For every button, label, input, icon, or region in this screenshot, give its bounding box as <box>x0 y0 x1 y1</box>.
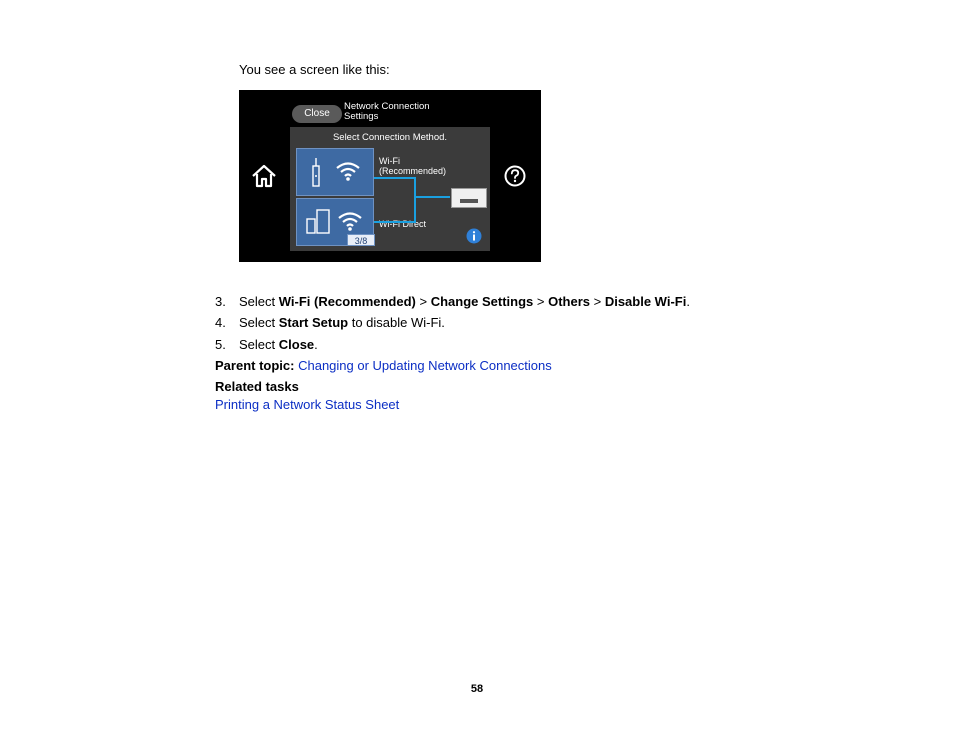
panel-heading: Select Connection Method. <box>332 132 448 143</box>
parent-topic-label: Parent topic: <box>215 358 295 373</box>
step-number: 4. <box>215 315 226 330</box>
help-icon <box>504 165 526 187</box>
related-task-link[interactable]: Printing a Network Status Sheet <box>215 397 400 412</box>
step-number: 3. <box>215 294 226 309</box>
info-icon <box>466 228 482 244</box>
wifi-recommended-label: Wi-Fi (Recommended) <box>379 156 447 176</box>
step-5-text: Select Close. <box>239 337 318 352</box>
step-4-text: Select Start Setup to disable Wi-Fi. <box>239 315 445 330</box>
wifi-direct-label: Wi-Fi Direct <box>379 219 426 229</box>
parent-topic <box>215 358 552 374</box>
step-3-text: Select Wi-Fi (Recommended) > Change Settings > Others > Disable Wi-Fi. <box>239 294 690 309</box>
step-number: 5. <box>215 337 226 352</box>
printer-icon <box>451 188 487 208</box>
lcd-screenshot <box>239 90 541 262</box>
page-number: 58 <box>470 683 484 695</box>
page-indicator: 3/8 <box>347 234 375 246</box>
home-icon <box>251 164 277 188</box>
intro-text: You see a screen like this: <box>239 62 390 77</box>
parent-topic-link[interactable]: Changing or Updating Network Connections <box>298 358 552 373</box>
lcd-title: Network Connection Settings <box>344 101 430 122</box>
lcd-close-button: Close <box>292 105 342 123</box>
related-tasks-heading: Related tasks <box>215 379 299 394</box>
